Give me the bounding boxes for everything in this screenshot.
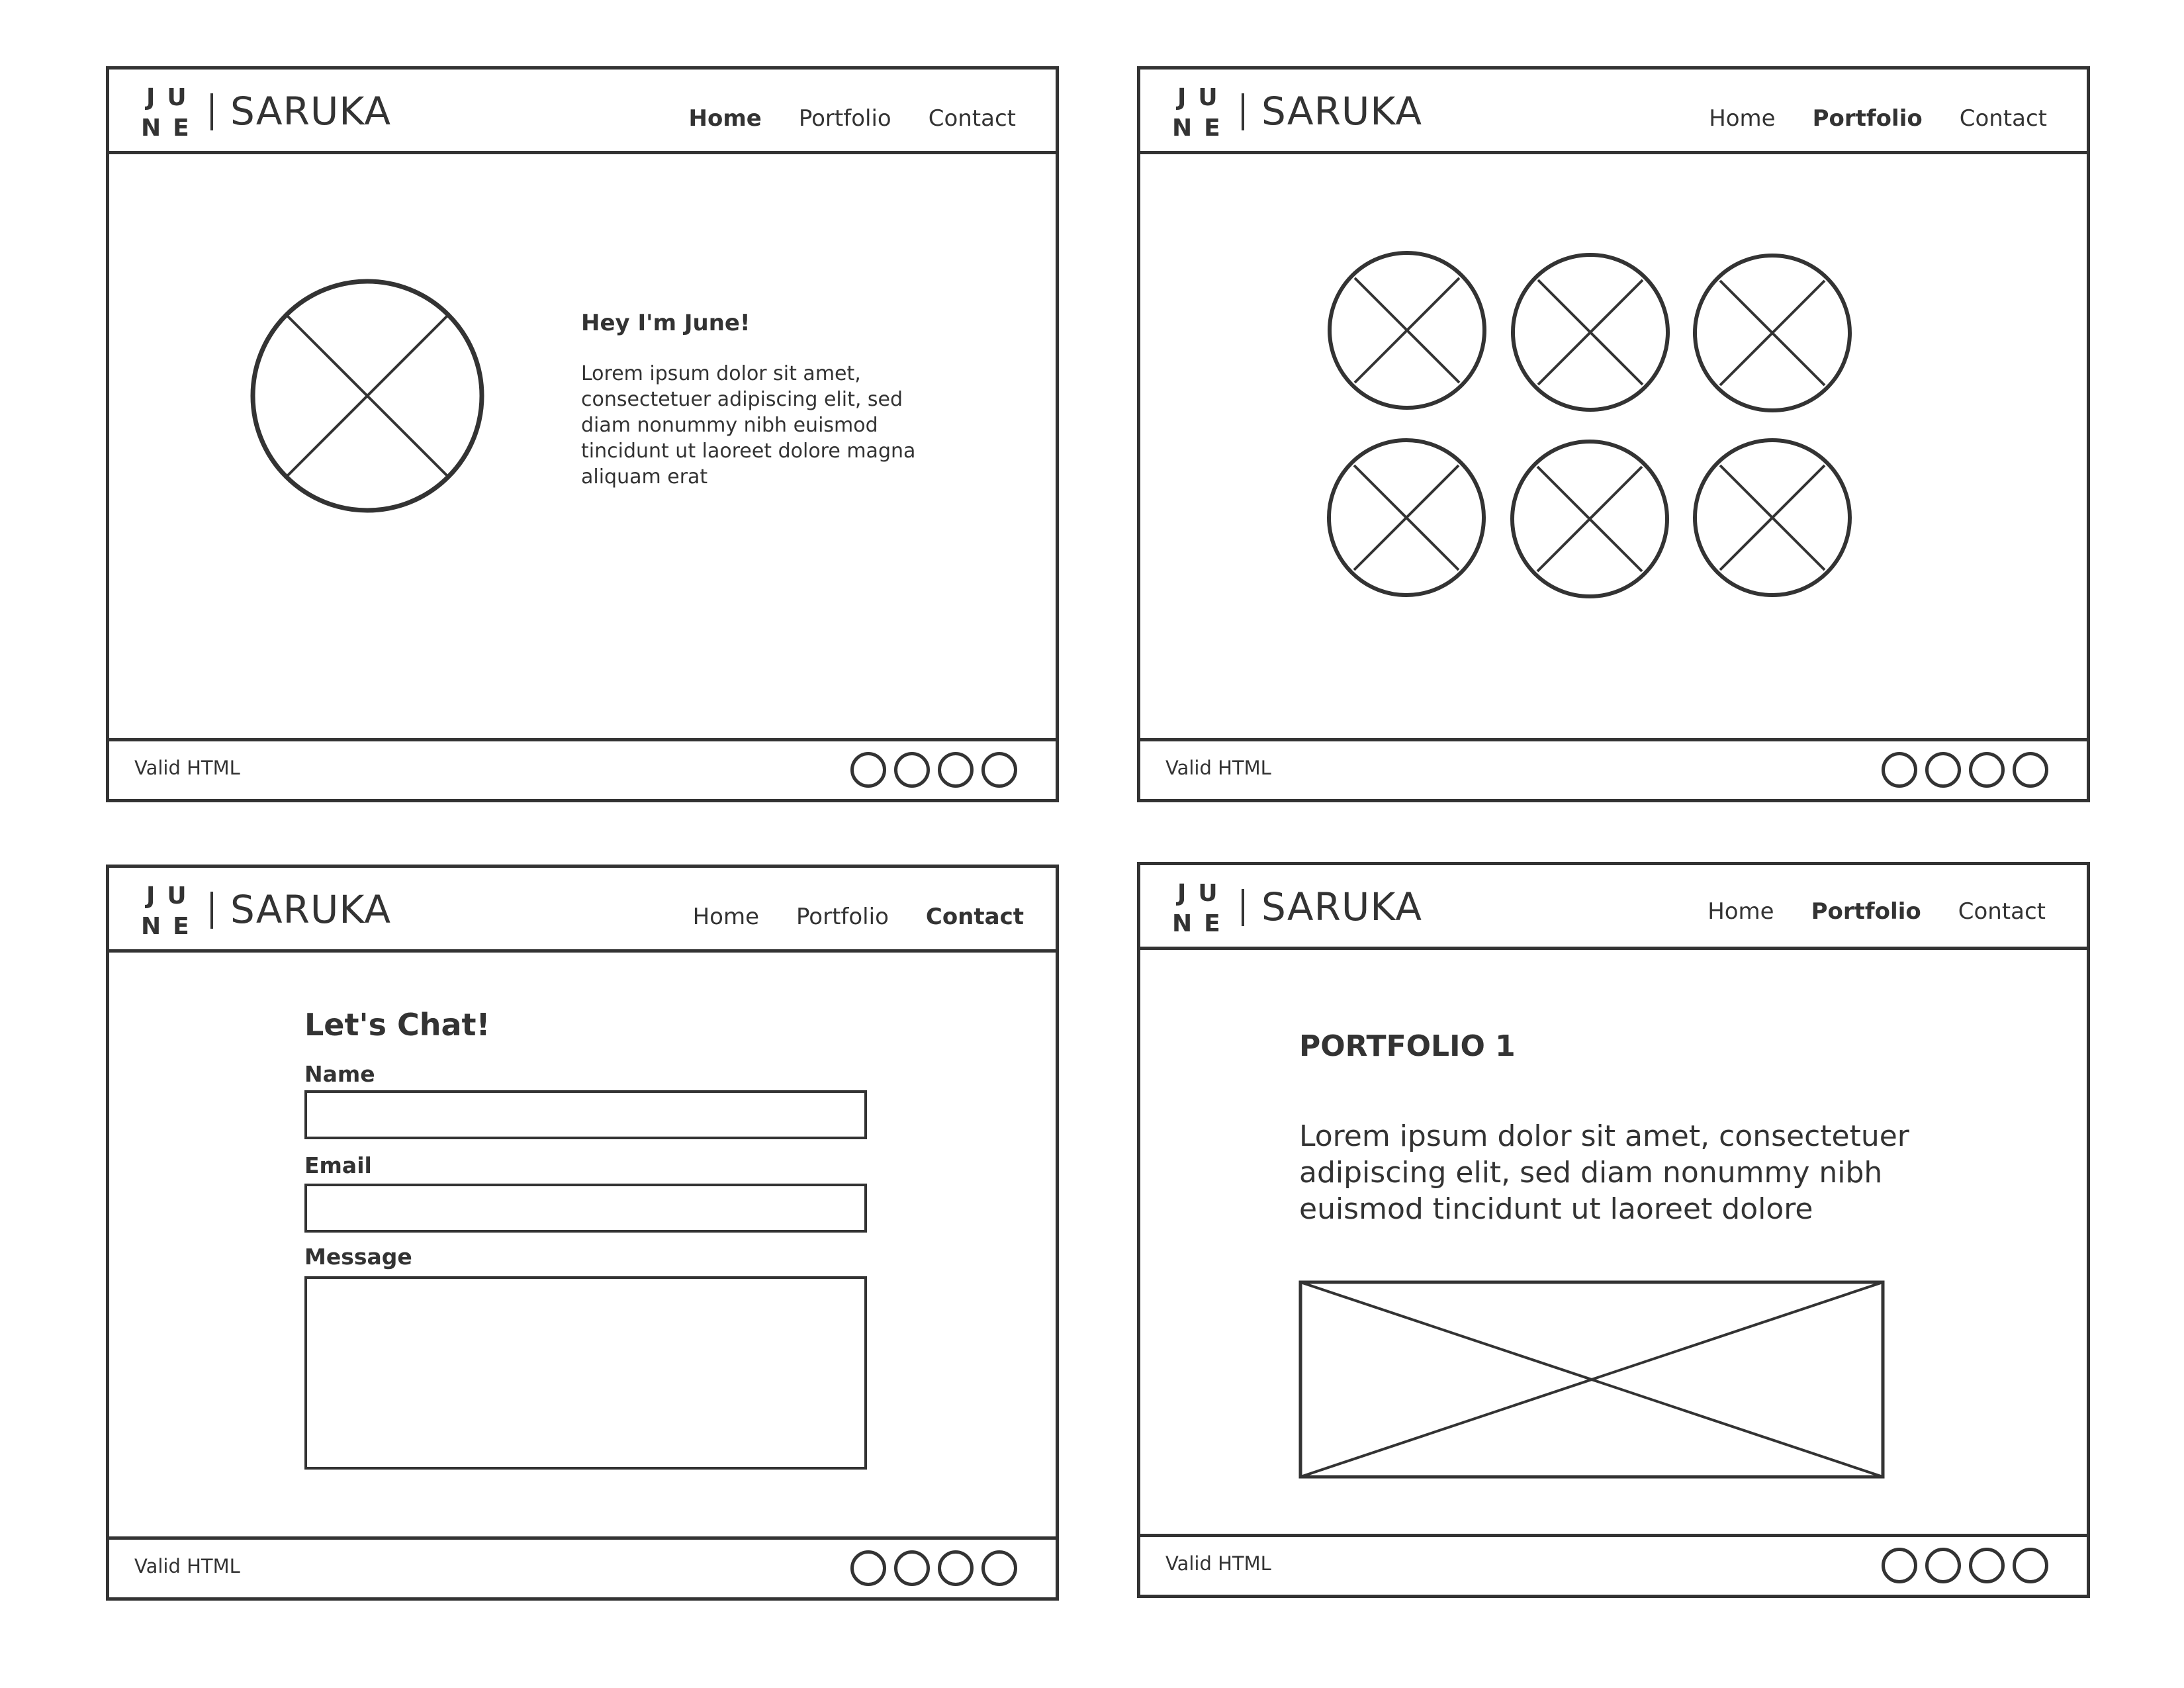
social-icon[interactable] [894,1550,930,1586]
site-footer [1140,738,2087,799]
wireframe-portfolio-detail [1137,862,2090,1598]
site-footer [1140,1534,2087,1595]
social-icon[interactable] [1969,1548,2005,1583]
nav-home[interactable]: Home [1707,898,1774,925]
social-icon[interactable] [850,752,886,788]
portfolio-thumbnail[interactable] [1695,256,1850,410]
contact-heading: Let's Chat! [304,1007,490,1043]
main-nav [689,105,1016,132]
social-icon[interactable] [2013,752,2048,788]
main-nav [1709,105,2047,132]
name-label: Name [304,1061,375,1087]
portfolio-description: Lorem ipsum dolor sit amet, consectetuer adipiscing elit, sed diam nonummy nibh euismod tincidunt ut laoreet dolore [1299,1119,1909,1226]
portfolio-image-placeholder [1299,1281,1884,1478]
site-header [1140,865,2087,950]
social-links [1882,752,2048,788]
logo[interactable]: JU NE [1172,880,1232,937]
portfolio-thumbnail-grid [1329,252,1858,609]
message-label: Message [304,1244,412,1270]
portfolio-thumbnail[interactable] [1330,253,1484,408]
valid-html-badge[interactable]: Valid HTML [134,1555,240,1577]
brand-name[interactable]: SARUKA [230,89,392,134]
social-icon[interactable] [850,1550,886,1586]
wireframe-contact [106,865,1059,1601]
nav-contact[interactable]: Contact [925,904,1024,930]
site-footer [109,1536,1056,1597]
social-icon[interactable] [1969,752,2005,788]
profile-image-placeholder [248,277,486,515]
home-intro-text: Lorem ipsum dolor sit amet, consectetuer adipiscing elit, sed diam nonummy nibh euismod tincidunt ut laoreet dolore magna aliquam erat [581,362,916,489]
main-nav [1707,898,2046,925]
main-nav [693,904,1024,930]
nav-portfolio[interactable]: Portfolio [1811,898,1921,925]
social-icon[interactable] [1882,1548,1917,1583]
social-icon[interactable] [1882,752,1917,788]
portfolio-thumbnail[interactable] [1695,440,1850,595]
social-icon[interactable] [1925,1548,1961,1583]
nav-contact[interactable]: Contact [1959,105,2047,132]
nav-home[interactable]: Home [688,105,762,132]
social-icon[interactable] [981,1550,1017,1586]
portfolio-thumbnail[interactable] [1513,255,1668,410]
site-header [109,70,1056,154]
brand-name[interactable]: SARUKA [1261,884,1423,929]
valid-html-badge[interactable]: Valid HTML [134,757,240,779]
nav-contact[interactable]: Contact [928,105,1016,132]
nav-contact[interactable]: Contact [1958,898,2046,925]
valid-html-badge[interactable]: Valid HTML [1165,757,1271,779]
wireframe-home [106,66,1059,802]
logo-divider [1242,93,1244,130]
message-field[interactable] [304,1276,867,1470]
logo[interactable]: JU NE [141,882,201,940]
nav-home[interactable]: Home [1709,105,1776,132]
social-links [1882,1548,2048,1583]
wireframe-portfolio [1137,66,2090,802]
site-header [1140,70,2087,154]
logo[interactable]: JU NE [141,84,201,142]
portfolio-thumbnail[interactable] [1329,440,1484,595]
nav-portfolio[interactable]: Portfolio [798,105,891,132]
logo-divider [210,93,213,130]
portfolio-thumbnail[interactable] [1512,442,1667,596]
nav-portfolio[interactable]: Portfolio [796,904,889,930]
email-field[interactable] [304,1184,867,1233]
social-icon[interactable] [938,1550,974,1586]
portfolio-title: PORTFOLIO 1 [1299,1029,1516,1063]
social-icon[interactable] [894,752,930,788]
social-icon[interactable] [938,752,974,788]
social-icon[interactable] [2013,1548,2048,1583]
social-links [850,752,1017,788]
site-header [109,868,1056,953]
logo[interactable]: JU NE [1172,84,1232,142]
logo-divider [1242,889,1244,926]
nav-home[interactable]: Home [692,904,759,930]
social-links [850,1550,1017,1586]
valid-html-badge[interactable]: Valid HTML [1165,1552,1271,1575]
logo-divider [210,892,213,929]
brand-name[interactable]: SARUKA [230,887,392,932]
email-label: Email [304,1152,372,1178]
home-heading: Hey I'm June! [581,310,751,336]
brand-name[interactable]: SARUKA [1261,89,1423,134]
name-field[interactable] [304,1090,867,1139]
site-footer [109,738,1056,799]
nav-portfolio[interactable]: Portfolio [1812,105,1923,132]
social-icon[interactable] [981,752,1017,788]
social-icon[interactable] [1925,752,1961,788]
